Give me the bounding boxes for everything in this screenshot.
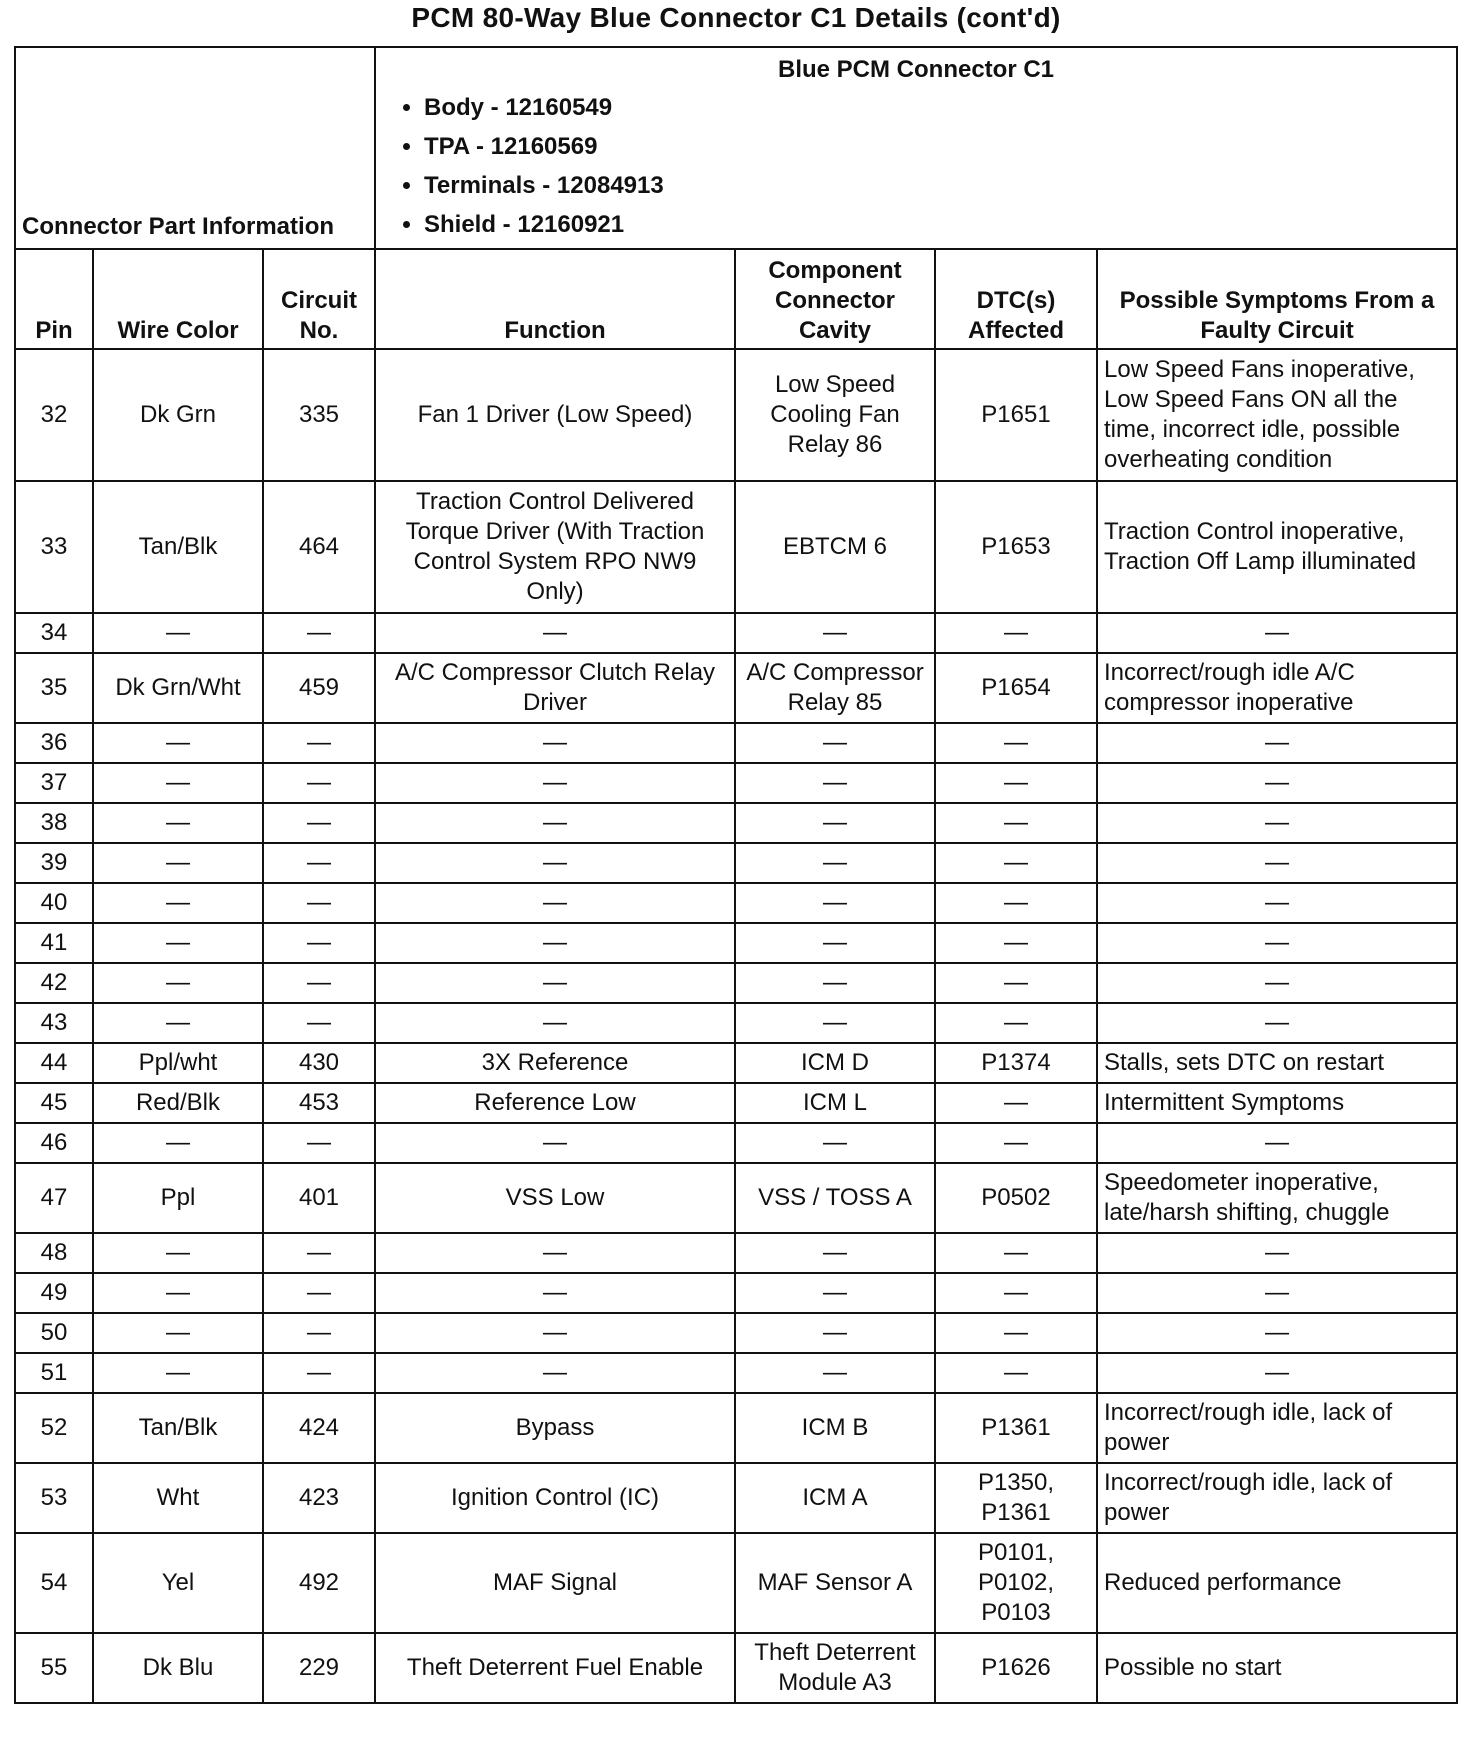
cell-wire-color: — xyxy=(93,723,263,763)
table-row xyxy=(15,1463,1457,1533)
cell-symptoms: — xyxy=(1097,1233,1457,1273)
cell-function: — xyxy=(375,723,735,763)
part-shield: • Shield - 12160921 xyxy=(424,205,1446,244)
cell-wire-color: — xyxy=(93,1003,263,1043)
cell-symptoms: Low Speed Fans inoperative, Low Speed Fans ON all the time, incorrect idle, possible overheating condition xyxy=(1097,349,1457,481)
part-number-list xyxy=(386,88,1446,244)
cell-wire-color: — xyxy=(93,613,263,653)
table-row xyxy=(15,723,1457,763)
cell-function: — xyxy=(375,883,735,923)
cell-wire-color: — xyxy=(93,843,263,883)
cell-circuit: 423 xyxy=(263,1463,375,1533)
cell-dtc: — xyxy=(935,763,1097,803)
cell-wire-color: — xyxy=(93,803,263,843)
cell-function: — xyxy=(375,1123,735,1163)
cell-cavity: Theft Deterrent Module A3 xyxy=(735,1633,935,1703)
cell-function: A/C Compressor Clutch Relay Driver xyxy=(375,653,735,723)
cell-cavity: — xyxy=(735,763,935,803)
connector-table xyxy=(14,46,1458,1704)
table-row xyxy=(15,1233,1457,1273)
table-row xyxy=(15,1163,1457,1233)
connector-info-row xyxy=(15,47,1457,249)
cell-symptoms: Incorrect/rough idle A/C compressor inoperative xyxy=(1097,653,1457,723)
cell-dtc: — xyxy=(935,803,1097,843)
cell-dtc: — xyxy=(935,843,1097,883)
cell-dtc: — xyxy=(935,1353,1097,1393)
cell-circuit: — xyxy=(263,843,375,883)
table-row xyxy=(15,1043,1457,1083)
cell-circuit: — xyxy=(263,613,375,653)
cell-dtc: P1350, P1361 xyxy=(935,1463,1097,1533)
cell-cavity: EBTCM 6 xyxy=(735,481,935,613)
cell-circuit: 229 xyxy=(263,1633,375,1703)
cell-symptoms: — xyxy=(1097,763,1457,803)
cell-wire-color: Wht xyxy=(93,1463,263,1533)
cell-dtc: P1361 xyxy=(935,1393,1097,1463)
cell-cavity: — xyxy=(735,613,935,653)
cell-cavity: VSS / TOSS A xyxy=(735,1163,935,1233)
cell-function: — xyxy=(375,1233,735,1273)
cell-wire-color: — xyxy=(93,1353,263,1393)
cell-function: — xyxy=(375,763,735,803)
cell-function: — xyxy=(375,803,735,843)
cell-symptoms: — xyxy=(1097,963,1457,1003)
cell-circuit: — xyxy=(263,1273,375,1313)
cell-function: — xyxy=(375,843,735,883)
table-row xyxy=(15,613,1457,653)
cell-dtc: — xyxy=(935,1083,1097,1123)
table-row xyxy=(15,883,1457,923)
table-row xyxy=(15,1003,1457,1043)
cell-dtc: — xyxy=(935,1273,1097,1313)
cell-circuit: — xyxy=(263,923,375,963)
cell-circuit: — xyxy=(263,1003,375,1043)
cell-cavity: — xyxy=(735,1273,935,1313)
cell-pin: 36 xyxy=(15,723,93,763)
cell-function: — xyxy=(375,963,735,1003)
cell-symptoms: — xyxy=(1097,803,1457,843)
cell-cavity: — xyxy=(735,1123,935,1163)
cell-pin: 41 xyxy=(15,923,93,963)
cell-circuit: — xyxy=(263,963,375,1003)
cell-circuit: 464 xyxy=(263,481,375,613)
cell-circuit: — xyxy=(263,803,375,843)
cell-symptoms: — xyxy=(1097,1003,1457,1043)
cell-function: Theft Deterrent Fuel Enable xyxy=(375,1633,735,1703)
cell-function: — xyxy=(375,923,735,963)
cell-wire-color: Dk Grn/Wht xyxy=(93,653,263,723)
table-row xyxy=(15,481,1457,613)
cell-circuit: — xyxy=(263,1233,375,1273)
col-circuit: Circuit No. xyxy=(263,249,375,349)
cell-pin: 54 xyxy=(15,1533,93,1633)
cell-function: Reference Low xyxy=(375,1083,735,1123)
col-pin: Pin xyxy=(15,249,93,349)
cell-symptoms: Speedometer inoperative, late/harsh shifting, chuggle xyxy=(1097,1163,1457,1233)
cell-cavity: — xyxy=(735,803,935,843)
table-row xyxy=(15,923,1457,963)
cell-function: 3X Reference xyxy=(375,1043,735,1083)
cell-cavity: — xyxy=(735,883,935,923)
table-row xyxy=(15,1533,1457,1633)
connector-title: Blue PCM Connector C1 xyxy=(778,56,1055,83)
cell-pin: 34 xyxy=(15,613,93,653)
cell-wire-color: — xyxy=(93,1273,263,1313)
connector-part-list xyxy=(375,47,1457,249)
cell-pin: 46 xyxy=(15,1123,93,1163)
cell-wire-color: Dk Blu xyxy=(93,1633,263,1703)
part-terminals: • Terminals - 12084913 xyxy=(424,166,1446,205)
cell-cavity: A/C Compressor Relay 85 xyxy=(735,653,935,723)
cell-pin: 39 xyxy=(15,843,93,883)
cell-dtc: — xyxy=(935,1123,1097,1163)
part-tpa: • TPA - 12160569 xyxy=(424,127,1446,166)
cell-pin: 38 xyxy=(15,803,93,843)
cell-cavity: — xyxy=(735,1313,935,1353)
cell-cavity: ICM B xyxy=(735,1393,935,1463)
cell-wire-color: — xyxy=(93,883,263,923)
cell-symptoms: Reduced performance xyxy=(1097,1533,1457,1633)
cell-cavity: Low Speed Cooling Fan Relay 86 xyxy=(735,349,935,481)
cell-pin: 55 xyxy=(15,1633,93,1703)
table-row xyxy=(15,653,1457,723)
cell-cavity: — xyxy=(735,923,935,963)
cell-pin: 50 xyxy=(15,1313,93,1353)
table-row xyxy=(15,963,1457,1003)
cell-wire-color: Tan/Blk xyxy=(93,481,263,613)
cell-wire-color: — xyxy=(93,1233,263,1273)
part-body: • Body - 12160549 xyxy=(424,88,1446,127)
cell-circuit: 424 xyxy=(263,1393,375,1463)
table-row xyxy=(15,1083,1457,1123)
cell-function: MAF Signal xyxy=(375,1533,735,1633)
cell-wire-color: Dk Grn xyxy=(93,349,263,481)
cell-circuit: — xyxy=(263,883,375,923)
cell-symptoms: Intermittent Symptoms xyxy=(1097,1083,1457,1123)
cell-wire-color: — xyxy=(93,1123,263,1163)
table-row xyxy=(15,1313,1457,1353)
col-cavity: Component Connector Cavity xyxy=(735,249,935,349)
cell-symptoms: Stalls, sets DTC on restart xyxy=(1097,1043,1457,1083)
cell-cavity: — xyxy=(735,1233,935,1273)
cell-pin: 45 xyxy=(15,1083,93,1123)
cell-symptoms: — xyxy=(1097,883,1457,923)
cell-circuit: 459 xyxy=(263,653,375,723)
cell-dtc: — xyxy=(935,723,1097,763)
cell-circuit: — xyxy=(263,1313,375,1353)
cell-symptoms: — xyxy=(1097,843,1457,883)
page-title: PCM 80-Way Blue Connector C1 Details (cont'd) xyxy=(411,2,1061,33)
cell-pin: 35 xyxy=(15,653,93,723)
cell-circuit: 453 xyxy=(263,1083,375,1123)
connector-part-info-label: Connector Part Information xyxy=(15,47,375,249)
cell-dtc: P1651 xyxy=(935,349,1097,481)
cell-wire-color: Red/Blk xyxy=(93,1083,263,1123)
cell-function: — xyxy=(375,1273,735,1313)
cell-wire-color: — xyxy=(93,963,263,1003)
cell-dtc: — xyxy=(935,963,1097,1003)
column-header-row xyxy=(15,249,1457,349)
cell-cavity: ICM D xyxy=(735,1043,935,1083)
cell-dtc: — xyxy=(935,1233,1097,1273)
cell-symptoms: — xyxy=(1097,613,1457,653)
cell-cavity: — xyxy=(735,1003,935,1043)
cell-dtc: — xyxy=(935,613,1097,653)
cell-cavity: — xyxy=(735,843,935,883)
cell-function: — xyxy=(375,1313,735,1353)
cell-symptoms: — xyxy=(1097,1273,1457,1313)
cell-wire-color: — xyxy=(93,1313,263,1353)
cell-function: Fan 1 Driver (Low Speed) xyxy=(375,349,735,481)
cell-dtc: — xyxy=(935,883,1097,923)
cell-symptoms: Incorrect/rough idle, lack of power xyxy=(1097,1393,1457,1463)
cell-dtc: P0502 xyxy=(935,1163,1097,1233)
cell-wire-color: — xyxy=(93,923,263,963)
cell-pin: 47 xyxy=(15,1163,93,1233)
cell-dtc: — xyxy=(935,1003,1097,1043)
cell-wire-color: Yel xyxy=(93,1533,263,1633)
cell-function: — xyxy=(375,613,735,653)
cell-circuit: 335 xyxy=(263,349,375,481)
cell-circuit: — xyxy=(263,1353,375,1393)
col-symptoms: Possible Symptoms From a Faulty Circuit xyxy=(1097,249,1457,349)
cell-pin: 44 xyxy=(15,1043,93,1083)
cell-cavity: MAF Sensor A xyxy=(735,1533,935,1633)
cell-symptoms: — xyxy=(1097,723,1457,763)
table-row xyxy=(15,843,1457,883)
col-wire-color: Wire Color xyxy=(93,249,263,349)
cell-pin: 42 xyxy=(15,963,93,1003)
cell-pin: 37 xyxy=(15,763,93,803)
cell-pin: 48 xyxy=(15,1233,93,1273)
cell-circuit: — xyxy=(263,723,375,763)
cell-function: Ignition Control (IC) xyxy=(375,1463,735,1533)
cell-cavity: — xyxy=(735,1353,935,1393)
cell-pin: 53 xyxy=(15,1463,93,1533)
cell-symptoms: — xyxy=(1097,1123,1457,1163)
cell-symptoms: Possible no start xyxy=(1097,1633,1457,1703)
cell-symptoms: — xyxy=(1097,923,1457,963)
table-row xyxy=(15,1273,1457,1313)
cell-dtc: P1626 xyxy=(935,1633,1097,1703)
cell-dtc: — xyxy=(935,1313,1097,1353)
cell-function: VSS Low xyxy=(375,1163,735,1233)
cell-dtc: P1654 xyxy=(935,653,1097,723)
cell-cavity: — xyxy=(735,723,935,763)
col-dtc: DTC(s) Affected xyxy=(935,249,1097,349)
cell-pin: 52 xyxy=(15,1393,93,1463)
cell-symptoms: Traction Control inoperative, Traction Off Lamp illuminated xyxy=(1097,481,1457,613)
cell-circuit: — xyxy=(263,763,375,803)
cell-wire-color: Ppl/wht xyxy=(93,1043,263,1083)
cell-function: Bypass xyxy=(375,1393,735,1463)
cell-wire-color: Tan/Blk xyxy=(93,1393,263,1463)
cell-dtc: P1653 xyxy=(935,481,1097,613)
cell-pin: 32 xyxy=(15,349,93,481)
cell-cavity: ICM L xyxy=(735,1083,935,1123)
cell-dtc: — xyxy=(935,923,1097,963)
table-row xyxy=(15,1353,1457,1393)
cell-symptoms: — xyxy=(1097,1353,1457,1393)
cell-circuit: 430 xyxy=(263,1043,375,1083)
col-function: Function xyxy=(375,249,735,349)
table-row xyxy=(15,803,1457,843)
cell-dtc: P1374 xyxy=(935,1043,1097,1083)
cell-cavity: — xyxy=(735,963,935,1003)
cell-pin: 43 xyxy=(15,1003,93,1043)
cell-pin: 33 xyxy=(15,481,93,613)
cell-pin: 49 xyxy=(15,1273,93,1313)
cell-wire-color: Ppl xyxy=(93,1163,263,1233)
cell-symptoms: — xyxy=(1097,1313,1457,1353)
table-row xyxy=(15,349,1457,481)
table-row xyxy=(15,1123,1457,1163)
cell-function: Traction Control Delivered Torque Driver (With Traction Control System RPO NW9 Only) xyxy=(375,481,735,613)
cell-circuit: 492 xyxy=(263,1533,375,1633)
cell-dtc: P0101, P0102, P0103 xyxy=(935,1533,1097,1633)
table-row xyxy=(15,1633,1457,1703)
cell-symptoms: Incorrect/rough idle, lack of power xyxy=(1097,1463,1457,1533)
table-row xyxy=(15,1393,1457,1463)
cell-pin: 40 xyxy=(15,883,93,923)
cell-function: — xyxy=(375,1003,735,1043)
table-row xyxy=(15,763,1457,803)
cell-cavity: ICM A xyxy=(735,1463,935,1533)
cell-circuit: 401 xyxy=(263,1163,375,1233)
cell-wire-color: — xyxy=(93,763,263,803)
cell-circuit: — xyxy=(263,1123,375,1163)
cell-function: — xyxy=(375,1353,735,1393)
cell-pin: 51 xyxy=(15,1353,93,1393)
